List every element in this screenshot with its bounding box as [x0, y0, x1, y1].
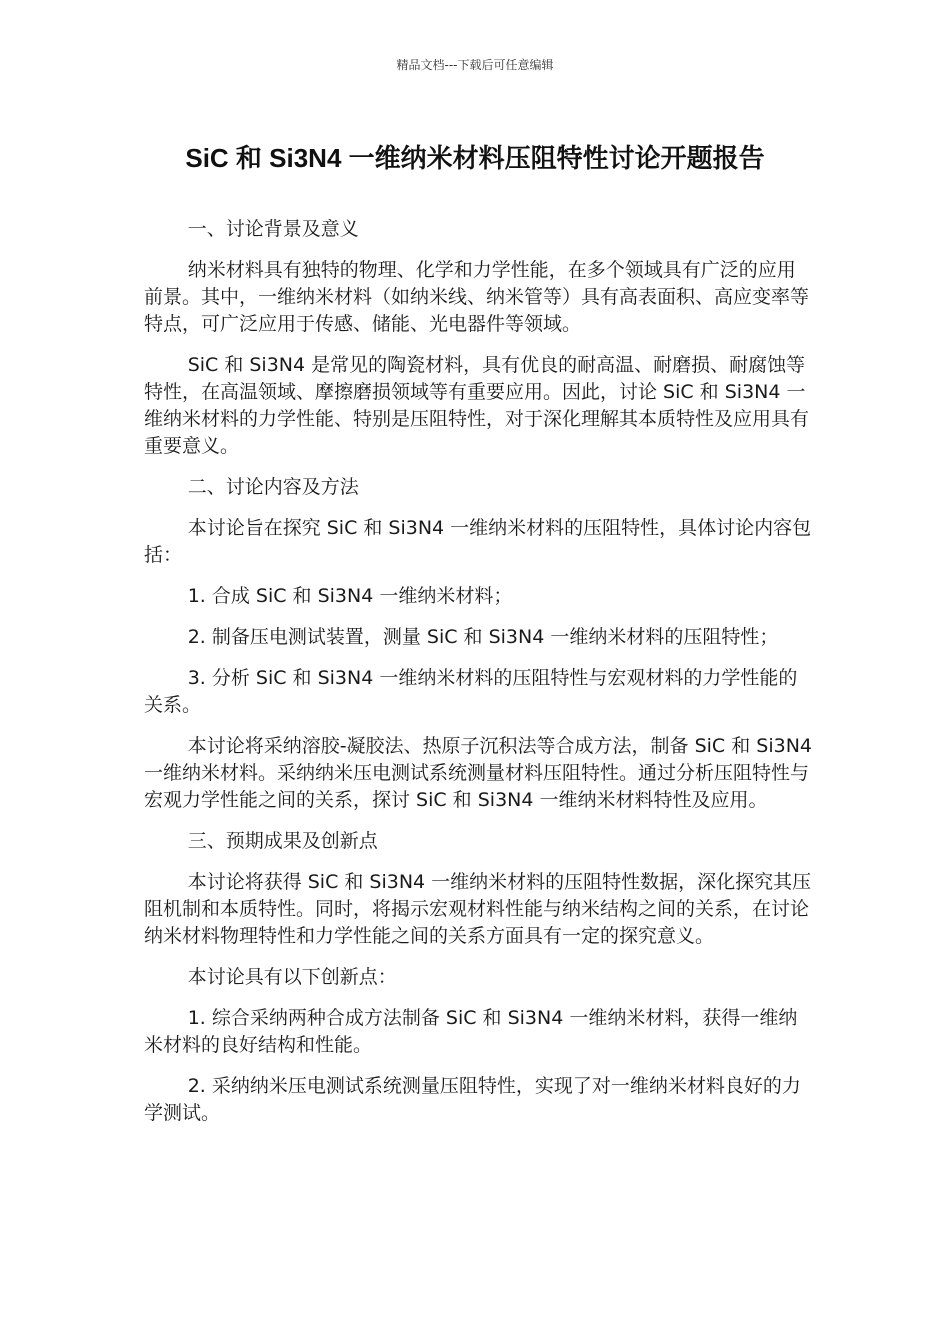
list-item-content-2: 2. 制备压电测试装置，测量 SiC 和 Si3N4 一维纳米材料的压阻特性；	[187, 626, 779, 648]
page-header: 精品文档---下载后可任意编辑	[396, 58, 554, 72]
section-heading-background: 一、讨论背景及意义	[187, 218, 359, 240]
paragraph-research-aim: 本讨论旨在探究 SiC 和 Si3N4 一维纳米材料的压阻特性，具体讨论内容包括：	[144, 517, 812, 566]
list-item-innovation-1: 1. 综合采纳两种合成方法制备 SiC 和 Si3N4 一维纳米材料，获得一维纳米材料的良好结构和性能。	[144, 1007, 798, 1056]
section-heading-content-methods: 二、讨论内容及方法	[187, 476, 359, 498]
paragraph-sic-si3n4-significance: SiC 和 Si3N4 是常见的陶瓷材料，具有优良的耐高温、耐磨损、耐腐蚀等特性，在高温领域、摩擦磨损领域等有重要应用。因此，讨论 SiC 和 Si3N4 一维纳米材料的力学性能、特别是压阻特性，对于深化理解其本质特性及应用具有重要意义。	[144, 354, 810, 457]
list-item-content-3: 3. 分析 SiC 和 Si3N4 一维纳米材料的压阻特性与宏观材料的力学性能的关系。	[144, 667, 798, 716]
section-heading-outcomes: 三、预期成果及创新点	[187, 830, 378, 852]
paragraph-innovations-intro: 本讨论具有以下创新点：	[187, 966, 397, 988]
list-item-content-1: 1. 合成 SiC 和 Si3N4 一维纳米材料；	[187, 585, 513, 607]
document-body	[144, 216, 814, 1141]
document-title: SiC 和 Si3N4 一维纳米材料压阻特性讨论开题报告	[185, 143, 765, 173]
paragraph-methods: 本讨论将采纳溶胶-凝胶法、热原子沉积法等合成方法，制备 SiC 和 Si3N4 一维纳米材料。采纳纳米压电测试系统测量材料压阻特性。通过分析压阻特性与宏观力学性能之间的关系，探讨 SiC 和 Si3N4 一维纳米材料特性及应用。	[144, 735, 812, 811]
paragraph-expected-outcomes: 本讨论将获得 SiC 和 Si3N4 一维纳米材料的压阻特性数据，深化探究其压阻机制和本质特性。同时，将揭示宏观材料性能与纳米结构之间的关系，在讨论纳米材料物理特性和力学性能之间的关系方面具有一定的探究意义。	[144, 871, 812, 947]
list-item-innovation-2: 2. 采纳纳米压电测试系统测量压阻特性，实现了对一维纳米材料良好的力学测试。	[144, 1075, 801, 1124]
paragraph-nanomaterials-intro: 纳米材料具有独特的物理、化学和力学性能，在多个领域具有广泛的应用前景。其中，一维纳米材料（如纳米线、纳米管等）具有高表面积、高应变率等特点，可广泛应用于传感、储能、光电器件等领域。	[144, 259, 810, 335]
